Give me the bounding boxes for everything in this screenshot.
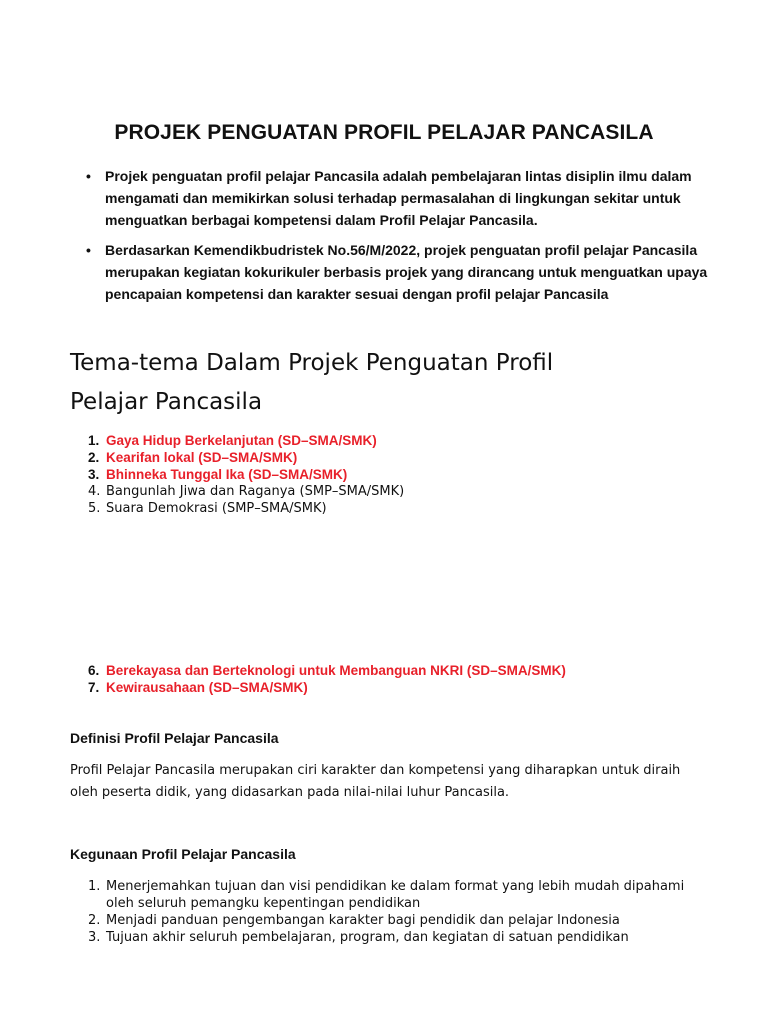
usage-list — [72, 878, 712, 946]
list-item — [72, 466, 692, 483]
usage-text: Tujuan akhir seluruh pembelajaran, program, dan kegiatan di satuan pendidikan — [106, 930, 629, 945]
bullet-icon: • — [86, 168, 91, 184]
list-item — [72, 483, 692, 500]
bullet-text: Projek penguatan profil pelajar Pancasila adalah pembelajaran lintas disiplin ilmu dalam mengamati dan memikirkan solusi terhadap permasalahan di lingkungan sekitar untuk menguatkan berbagai kompetensi dalam Profil Pelajar Pancasila. — [105, 168, 692, 228]
list-number: 6. — [88, 663, 100, 678]
theme-text: Kearifan lokal (SD–SMA/SMK) — [106, 450, 298, 465]
list-item — [72, 929, 712, 946]
theme-text: Bangunlah Jiwa dan Raganya (SMP–SMA/SMK) — [106, 484, 405, 499]
list-item — [72, 679, 712, 696]
list-number: 3. — [88, 467, 100, 482]
list-number: 1. — [88, 433, 100, 448]
themes-list — [72, 432, 692, 517]
list-number: 2. — [88, 913, 101, 928]
list-number: 4. — [88, 484, 101, 499]
list-item — [86, 239, 726, 305]
intro-bullet-list — [86, 165, 726, 305]
list-item — [72, 500, 692, 517]
theme-text: Berekayasa dan Berteknologi untuk Membanguan NKRI (SD–SMA/SMK) — [106, 663, 566, 678]
page-title: PROJEK PENGUATAN PROFIL PELAJAR PANCASILA — [114, 121, 654, 144]
usage-text: Menerjemahkan tujuan dan visi pendidikan ke dalam format yang lebih mudah dipahami oleh seluruh pemangku kepentingan pendidikan — [106, 879, 685, 911]
theme-text: Kewirausahaan (SD–SMA/SMK) — [106, 680, 308, 695]
bullet-text: Berdasarkan Kemendikbudristek No.56/M/2022, projek penguatan profil pelajar Pancasila merupakan kegiatan kokurikuler berbasis projek yang dirancang untuk menguatkan upaya pencapaian kompetensi dan karakter sesuai dengan profil pelajar Pancasila — [105, 242, 708, 302]
themes-list-continued — [72, 662, 712, 696]
theme-text: Suara Demokrasi (SMP–SMA/SMK) — [106, 501, 327, 516]
usage-heading: Kegunaan Profil Pelajar Pancasila — [70, 846, 296, 862]
list-number: 7. — [88, 680, 100, 695]
definition-body: Profil Pelajar Pancasila merupakan ciri karakter dan kompetensi yang diharapkan untuk diraih oleh peserta didik, yang didasarkan pada nilai-nilai luhur Pancasila. — [70, 763, 681, 800]
list-item — [72, 662, 712, 679]
theme-text: Bhinneka Tunggal Ika (SD–SMA/SMK) — [106, 467, 348, 482]
themes-heading: Tema-tema Dalam Projek Penguatan Profil Pelajar Pancasila — [70, 350, 554, 415]
usage-text: Menjadi panduan pengembangan karakter bagi pendidik dan pelajar Indonesia — [106, 913, 620, 928]
list-item — [72, 878, 712, 912]
definition-heading: Definisi Profil Pelajar Pancasila — [70, 730, 279, 746]
list-item — [72, 449, 692, 466]
list-number: 1. — [88, 879, 101, 894]
theme-text: Gaya Hidup Berkelanjutan (SD–SMA/SMK) — [106, 433, 377, 448]
list-item — [72, 912, 712, 929]
list-number: 3. — [88, 930, 101, 945]
list-number: 2. — [88, 450, 100, 465]
list-number: 5. — [88, 501, 101, 516]
list-item — [72, 432, 692, 449]
list-item — [86, 165, 726, 231]
bullet-icon: • — [86, 242, 91, 258]
